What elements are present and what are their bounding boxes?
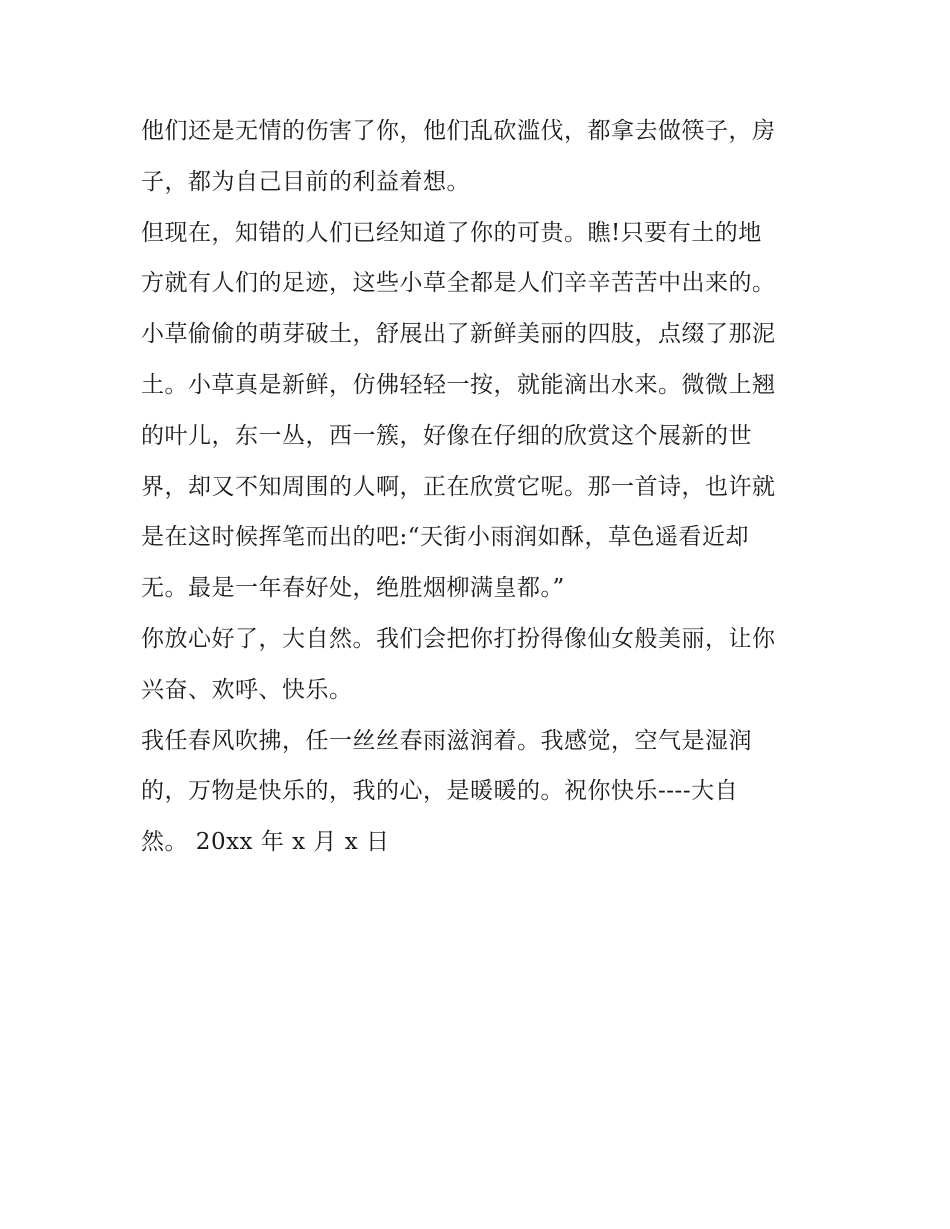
text-line: 他们还是无情的伤害了你，他们乱砍滥伐，都拿去做筷子，房 [141,118,776,144]
text-line: 无。最是一年春好处，绝胜烟柳满皇都。” [141,575,565,602]
text-line: 但现在，知错的人们已经知道了你的可贵。瞧!只要有土的地 [141,219,762,246]
text-line: 我任春风吹拂，任一丝丝春雨滋润着。我感觉，空气是湿润 [141,727,752,754]
body-text [141,106,821,868]
text-line: 小草偷偷的萌芽破土，舒展出了新鲜美丽的四肢，点缀了那泥 [141,321,776,348]
text-line: 界，却又不知周围的人啊，正在欣赏它呢。那一首诗，也许就 [141,473,776,500]
text-line: 的，万物是快乐的，我的心，是暖暖的。祝你快乐----大自 [141,778,739,805]
text-line: 是在这时候挥笔而出的吧:“天街小雨润如酥，草色遥看近却 [141,524,750,551]
text-line: 兴奋、欢呼、快乐。 [141,676,353,703]
text-line: 土。小草真是新鲜，仿佛轻轻一按，就能滴出水来。微微上翘 [141,371,776,398]
text-line: 方就有人们的足迹，这些小草全都是人们辛辛苦苦中出来的。 [141,270,776,297]
date-line: 然。 20xx 年 x 月 x 日 [141,829,390,856]
text-line: 你放心好了，大自然。我们会把你打扮得像仙女般美丽，让你 [141,625,776,652]
text-line: 的叶儿，东一丛，西一簇，好像在仔细的欣赏这个展新的世 [141,422,752,449]
text-line: 子，都为自己目前的利益着想。 [141,168,470,195]
